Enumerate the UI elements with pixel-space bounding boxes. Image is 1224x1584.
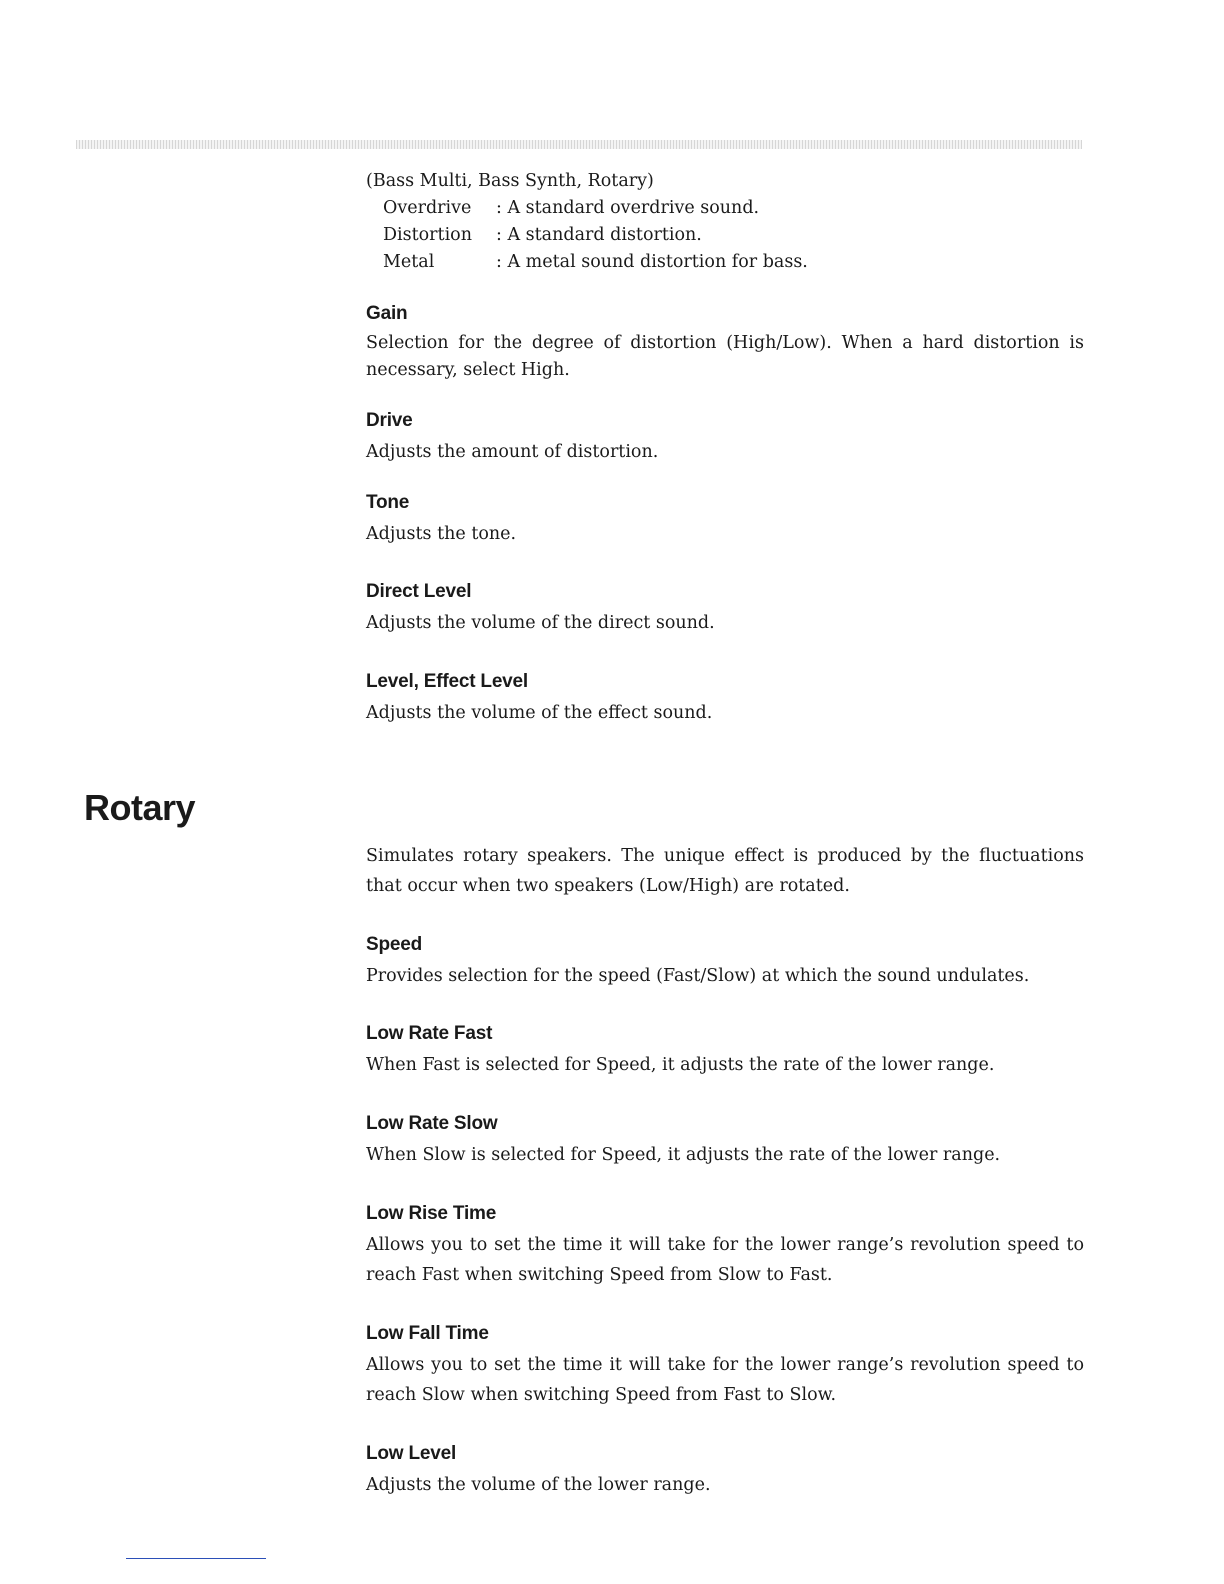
param-tone (366, 491, 1084, 549)
param-level-effect-level (366, 670, 1084, 728)
type-row-overdrive (366, 195, 1086, 222)
param-text: Selection for the degree of distortion (High/Low). When a hard distortion is necessary, select High. (366, 333, 1084, 380)
type-row-metal (366, 249, 1086, 276)
param-text: Adjusts the volume of the direct sound. (366, 613, 715, 633)
param-text: Adjusts the volume of the effect sound. (366, 703, 713, 723)
param-low-rate-fast (366, 1022, 1084, 1080)
param-heading: Speed (366, 934, 423, 955)
param-heading: Low Rate Fast (366, 1023, 493, 1044)
param-text: When Slow is selected for Speed, it adjusts the rate of the lower range. (366, 1145, 1001, 1165)
param-text: Provides selection for the speed (Fast/Slow) at which the sound undulates. (366, 966, 1030, 986)
param-low-rise-time (366, 1202, 1084, 1290)
param-gain (366, 302, 1084, 384)
param-text: Adjusts the volume of the lower range. (366, 1475, 711, 1495)
param-text: Adjusts the amount of distortion. (366, 442, 659, 462)
section-title-rotary: Rotary (84, 787, 196, 828)
param-heading: Direct Level (366, 581, 472, 602)
param-heading: Low Fall Time (366, 1323, 489, 1344)
type-desc: : A standard overdrive sound. (496, 198, 760, 218)
param-text: Adjusts the tone. (366, 524, 517, 544)
param-heading: Tone (366, 492, 410, 513)
footer-rule (126, 1558, 266, 1559)
rotary-description (366, 841, 1084, 901)
type-desc: : A standard distortion. (496, 225, 702, 245)
type-row-distortion (366, 222, 1086, 249)
type-term: Overdrive (383, 198, 472, 218)
param-drive (366, 409, 1084, 467)
param-text: Allows you to set the time it will take for the lower range’s revolution speed to reach Fast when switching Speed from Slow to Fast. (366, 1235, 1084, 1285)
param-heading: Drive (366, 410, 413, 431)
param-low-level (366, 1442, 1084, 1500)
param-heading: Level, Effect Level (366, 671, 528, 692)
param-text: When Fast is selected for Speed, it adjusts the rate of the lower range. (366, 1055, 995, 1075)
param-heading: Low Level (366, 1443, 457, 1464)
param-heading: Low Rate Slow (366, 1113, 498, 1134)
type-term: Metal (383, 252, 435, 272)
distortion-type-list (366, 168, 1086, 276)
header-rule (76, 140, 1082, 149)
param-speed (366, 933, 1084, 991)
param-low-fall-time (366, 1322, 1084, 1410)
param-text: Allows you to set the time it will take for the lower range’s revolution speed to reach Slow when switching Speed from Fast to Slow. (366, 1355, 1084, 1405)
param-heading: Gain (366, 303, 408, 324)
type-desc: : A metal sound distortion for bass. (496, 252, 808, 272)
param-low-rate-slow (366, 1112, 1084, 1170)
type-list-header: (Bass Multi, Bass Synth, Rotary) (366, 171, 654, 191)
rotary-description-text: Simulates rotary speakers. The unique effect is produced by the fluctuations that occur when two speakers (Low/High) are rotated. (366, 846, 1084, 896)
type-term: Distortion (383, 225, 472, 245)
param-direct-level (366, 580, 1084, 638)
param-heading: Low Rise Time (366, 1203, 497, 1224)
